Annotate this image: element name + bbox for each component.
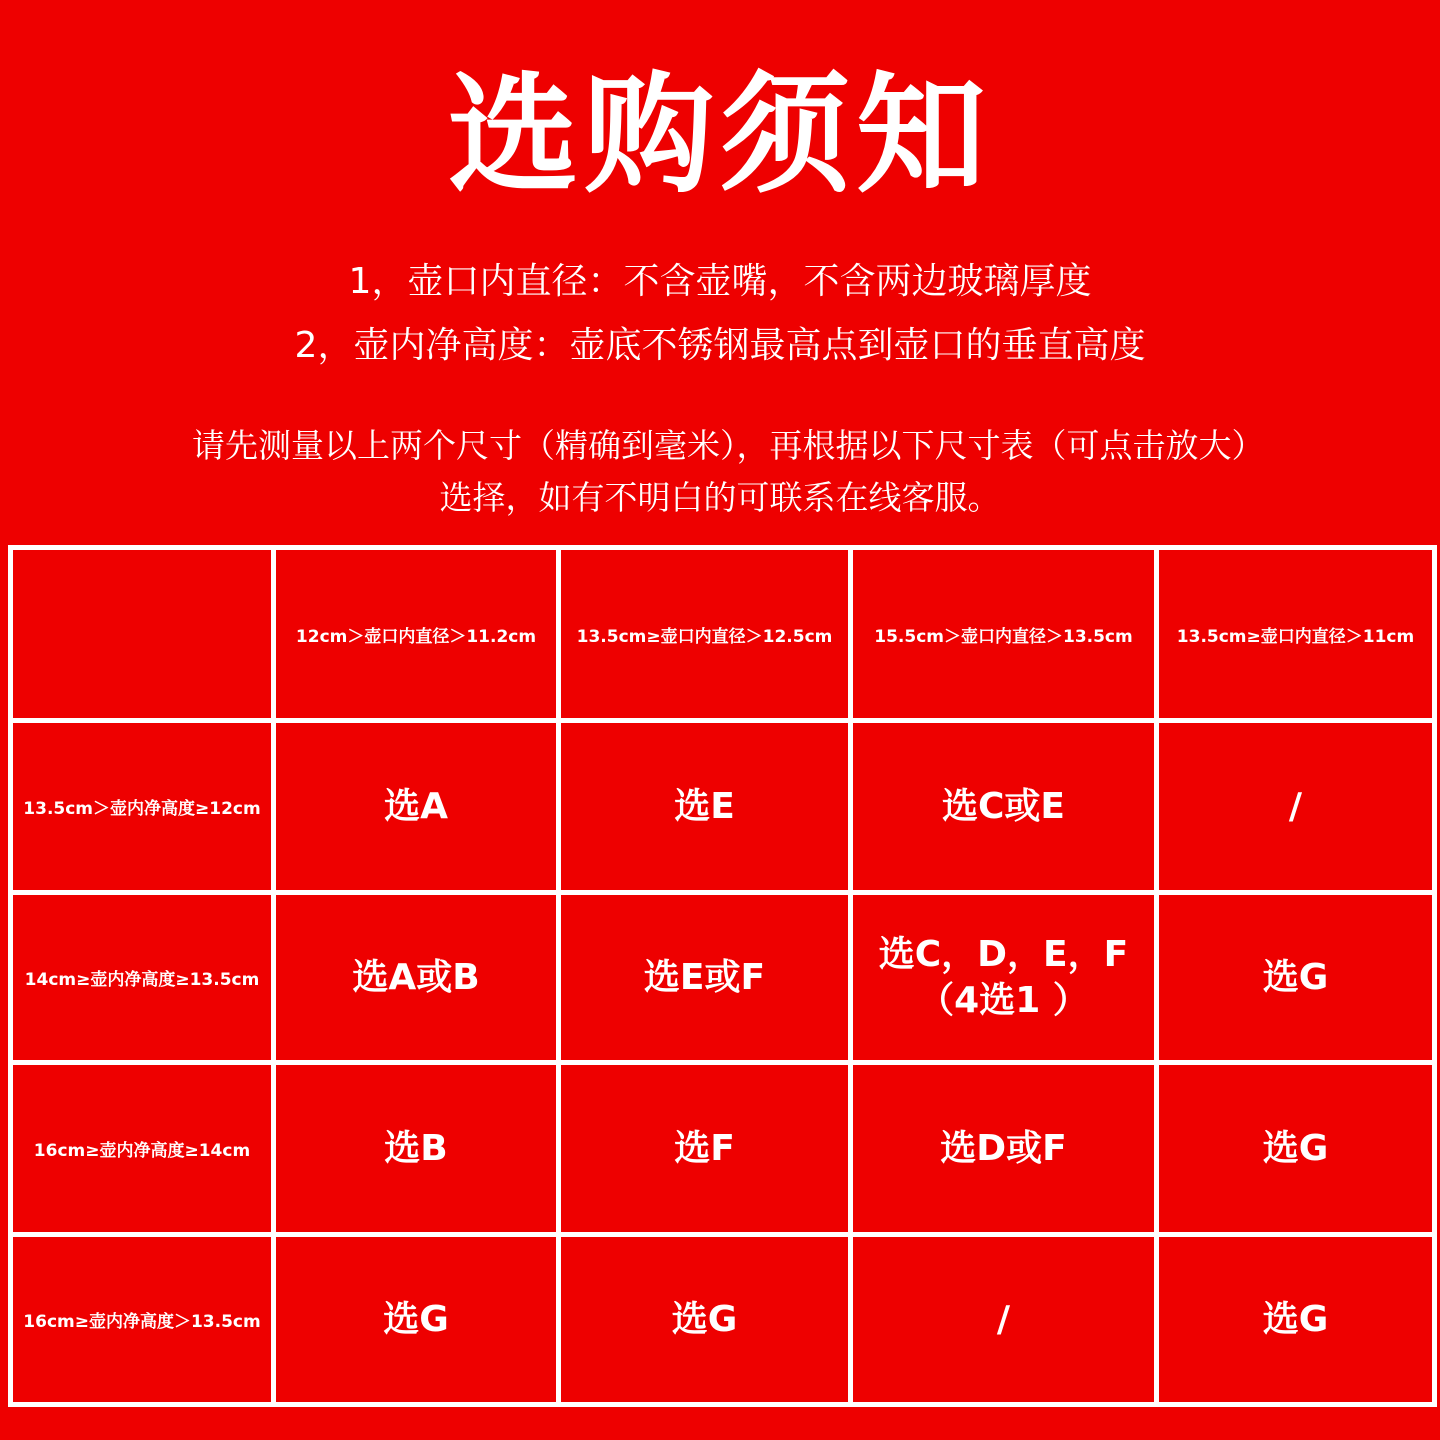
table-cell: 选G — [1157, 1063, 1435, 1235]
table-cell: 选G — [1157, 1235, 1435, 1405]
row-header: 14cm≥壶内净高度≥13.5cm — [11, 893, 274, 1063]
table-row — [11, 1063, 1435, 1235]
page-title: 选购须知 — [447, 59, 992, 211]
row-header: 13.5cm＞壶内净高度≥12cm — [11, 721, 274, 893]
table-cell: 选E — [559, 721, 851, 893]
table-cell: 选G — [559, 1235, 851, 1405]
table-cell: 选G — [1157, 893, 1435, 1063]
table-row — [11, 893, 1435, 1063]
size-table — [8, 545, 1437, 1407]
column-header: 13.5cm≥壶口内直径＞12.5cm — [559, 548, 851, 721]
column-header: 12cm＞壶口内直径＞11.2cm — [274, 548, 559, 721]
table-cell: 选D或F — [851, 1063, 1157, 1235]
column-header: 15.5cm＞壶口内直径＞13.5cm — [851, 548, 1157, 721]
table-cell: 选C或E — [851, 721, 1157, 893]
table-header-row — [11, 548, 1435, 721]
table-cell: 选G — [274, 1235, 559, 1405]
table-cell: 选C，D，E，F（4选1 ） — [851, 893, 1157, 1063]
table-cell: / — [1157, 721, 1435, 893]
table-cell: / — [851, 1235, 1157, 1405]
row-header: 16cm≥壶内净高度≥14cm — [11, 1063, 274, 1235]
table-corner-cell — [11, 548, 274, 721]
intro-text: 请先测量以上两个尺寸（精确到毫米），再根据以下尺寸表（可点击放大）选择，如有不明白的可联系在线客服。 — [192, 426, 1248, 517]
table-cell: 选A或B — [274, 893, 559, 1063]
note-height: 2，壶内净高度：壶底不锈钢最高点到壶口的垂直高度 — [294, 325, 1146, 366]
table-row — [11, 1235, 1435, 1405]
table-cell: 选A — [274, 721, 559, 893]
table-cell: 选F — [559, 1063, 851, 1235]
row-header: 16cm≥壶内净高度＞13.5cm — [11, 1235, 274, 1405]
column-header: 13.5cm≥壶口内直径＞11cm — [1157, 548, 1435, 721]
table-cell: 选E或F — [559, 893, 851, 1063]
table-row — [11, 721, 1435, 893]
table-cell: 选B — [274, 1063, 559, 1235]
note-diameter: 1，壶口内直径：不含壶嘴，不含两边玻璃厚度 — [348, 261, 1092, 302]
